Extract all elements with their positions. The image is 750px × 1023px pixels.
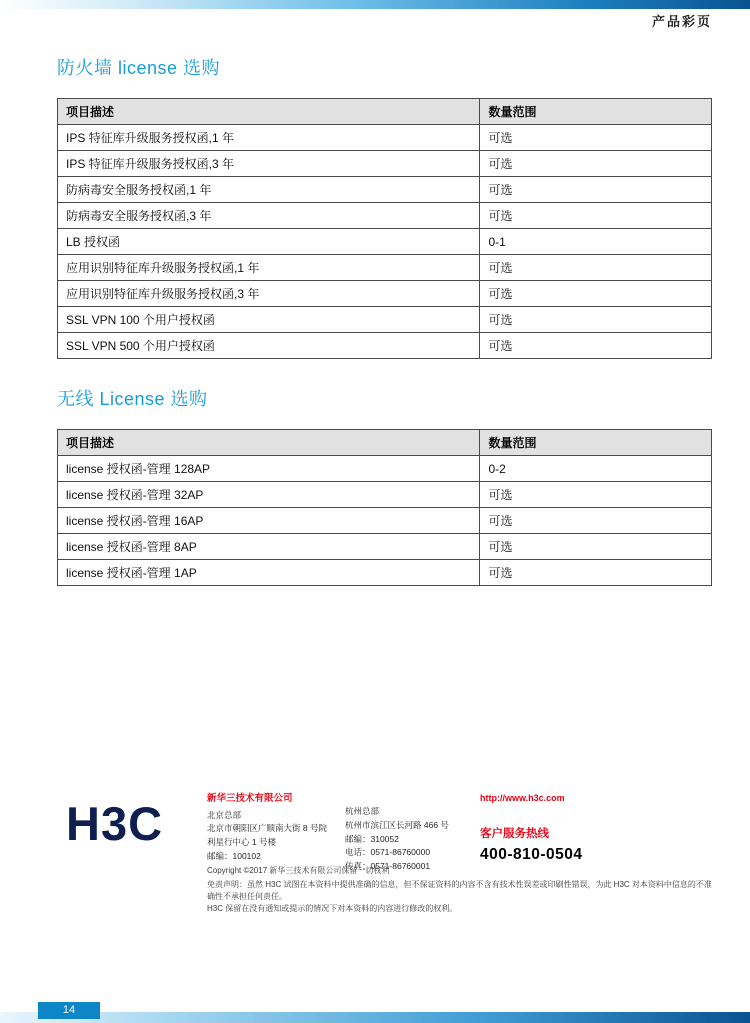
hangzhou-fax: 传真：0571-86760001 bbox=[345, 861, 431, 872]
quantity-range-cell: 0-1 bbox=[480, 229, 712, 255]
firewall-license-table bbox=[57, 98, 712, 359]
item-description-cell: license 授权函-管理 32AP bbox=[58, 482, 480, 508]
section-title-firewall-license: 防火墙 license 选购 bbox=[57, 58, 221, 78]
table-row bbox=[58, 508, 712, 534]
page-number-badge: 14 bbox=[38, 1002, 100, 1019]
column-header-quantity-range: 数量范围 bbox=[480, 430, 712, 456]
beijing-office-title: 北京总部 bbox=[207, 809, 242, 820]
table-header-row bbox=[58, 99, 712, 125]
table-row bbox=[58, 482, 712, 508]
table-row bbox=[58, 229, 712, 255]
table-row bbox=[58, 560, 712, 586]
quantity-range-cell: 可选 bbox=[480, 482, 712, 508]
item-description-cell: 应用识别特征库升级服务授权函,3 年 bbox=[58, 281, 480, 307]
column-header-quantity-range: 数量范围 bbox=[480, 99, 712, 125]
table-row bbox=[58, 255, 712, 281]
table-row bbox=[58, 281, 712, 307]
item-description-cell: IPS 特征库升级服务授权函,1 年 bbox=[58, 125, 480, 151]
beijing-postcode: 邮编：100102 bbox=[207, 850, 261, 861]
bottom-gradient-bar bbox=[0, 1012, 750, 1023]
hangzhou-office-title: 杭州总部 bbox=[345, 806, 380, 816]
disclaimer-text: 免责声明：虽然 H3C 试图在本资料中提供准确的信息，但不保证资料的内容不含有技术性误差或印刷性错误，为此 H3C 对本资料中信息的不准确性不承担任何责任。 bbox=[207, 880, 712, 901]
table-row bbox=[58, 125, 712, 151]
copyright-line: Copyright ©2017 新华三技术有限公司保留一切权利 bbox=[207, 866, 390, 875]
item-description-cell: SSL VPN 500 个用户授权函 bbox=[58, 333, 480, 359]
table-row bbox=[58, 333, 712, 359]
quantity-range-cell: 可选 bbox=[480, 255, 712, 281]
table-row bbox=[58, 177, 712, 203]
item-description-cell: 防病毒安全服务授权函,1 年 bbox=[58, 177, 480, 203]
item-description-cell: 防病毒安全服务授权函,3 年 bbox=[58, 203, 480, 229]
wireless-license-table bbox=[57, 429, 712, 586]
item-description-cell: SSL VPN 100 个用户授权函 bbox=[58, 307, 480, 333]
quantity-range-cell: 可选 bbox=[480, 281, 712, 307]
hangzhou-address-line: 杭州市滨江区长河路 466 号 bbox=[345, 819, 449, 830]
hangzhou-phone: 电话：0571-86760000 bbox=[345, 847, 431, 858]
company-name: 新华三技术有限公司 bbox=[207, 793, 293, 804]
beijing-office-block bbox=[207, 793, 342, 865]
top-gradient-bar bbox=[0, 0, 750, 9]
table-row bbox=[58, 534, 712, 560]
hangzhou-postcode: 邮编：310052 bbox=[345, 833, 399, 844]
column-header-item-description: 项目描述 bbox=[58, 430, 480, 456]
item-description-cell: IPS 特征库升级服务授权函,3 年 bbox=[58, 151, 480, 177]
contact-block bbox=[480, 793, 630, 866]
section-title-wireless-license: 无线 License 选购 bbox=[57, 389, 208, 409]
table-row bbox=[58, 307, 712, 333]
disclaimer-modification-text: H3C 保留在没有通知或提示的情况下对本资料的内容进行修改的权利。 bbox=[207, 904, 458, 914]
website-link[interactable]: http://www.h3c.com bbox=[480, 793, 565, 803]
table-row bbox=[58, 151, 712, 177]
quantity-range-cell: 可选 bbox=[480, 560, 712, 586]
item-description-cell: license 授权函-管理 1AP bbox=[58, 560, 480, 586]
page-header-label: 产品彩页 bbox=[651, 14, 712, 29]
table-row bbox=[58, 456, 712, 482]
beijing-address-line: 利星行中心 1 号楼 bbox=[207, 837, 276, 848]
column-header-item-description: 项目描述 bbox=[58, 99, 480, 125]
quantity-range-cell: 可选 bbox=[480, 333, 712, 359]
item-description-cell: LB 授权函 bbox=[58, 229, 480, 255]
quantity-range-cell: 可选 bbox=[480, 508, 712, 534]
legal-block bbox=[207, 865, 712, 914]
quantity-range-cell: 可选 bbox=[480, 307, 712, 333]
item-description-cell: license 授权函-管理 8AP bbox=[58, 534, 480, 560]
hotline-number: 400-810-0504 bbox=[480, 846, 583, 864]
beijing-address-line: 北京市朝阳区广顺南大街 8 号院 bbox=[207, 823, 327, 834]
main-content bbox=[57, 54, 712, 612]
item-description-cell: 应用识别特征库升级服务授权函,1 年 bbox=[58, 255, 480, 281]
h3c-logo: H3C bbox=[66, 797, 164, 850]
quantity-range-cell: 可选 bbox=[480, 534, 712, 560]
quantity-range-cell: 可选 bbox=[480, 125, 712, 151]
hotline-label: 客户服务热线 bbox=[480, 827, 549, 840]
table-row bbox=[58, 203, 712, 229]
item-description-cell: license 授权函-管理 16AP bbox=[58, 508, 480, 534]
quantity-range-cell: 可选 bbox=[480, 177, 712, 203]
table-header-row bbox=[58, 430, 712, 456]
item-description-cell: license 授权函-管理 128AP bbox=[58, 456, 480, 482]
quantity-range-cell: 可选 bbox=[480, 203, 712, 229]
quantity-range-cell: 可选 bbox=[480, 151, 712, 177]
quantity-range-cell: 0-2 bbox=[480, 456, 712, 482]
